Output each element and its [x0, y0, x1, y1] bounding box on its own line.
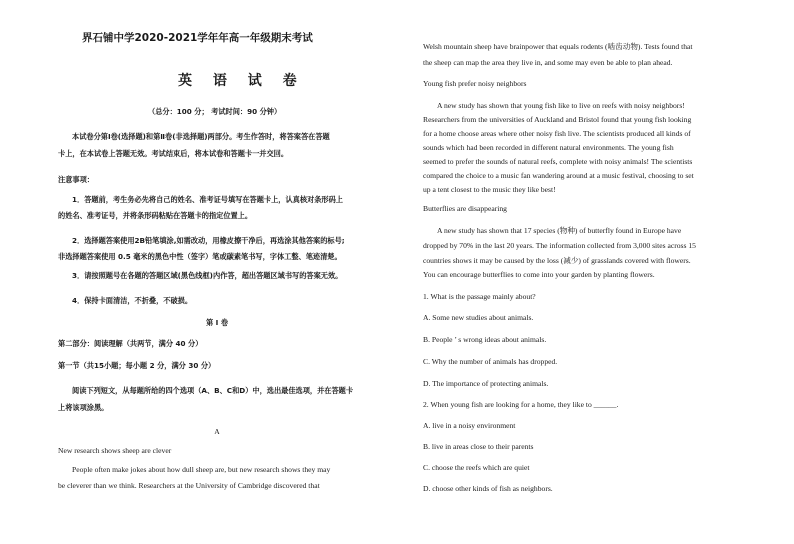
note-2-line-a: 2．选择题答案使用2B铅笔填涂,如需改动，用橡皮擦干净后，再选涂其他答案的标号; — [72, 236, 345, 245]
sheep-para-line-1: People often make jokes about how dull sheep are, but new research shows they may — [72, 465, 331, 474]
part-two-heading: 第二部分：阅读理解（共两节，满分 40 分） — [58, 339, 203, 348]
fish-para-line-3: for a home choose areas where other noisy fish live. The scientists produced all kinds of — [423, 129, 691, 138]
question-1: 1. What is the passage mainly about? — [423, 292, 536, 301]
section-roll-1: 第 I 卷 — [205, 318, 229, 327]
heading-sheep: New research shows sheep are clever — [58, 446, 172, 455]
right-column — [423, 0, 735, 544]
section-one-heading: 第一节（共15小题；每小题 2 分，满分 30 分） — [58, 361, 216, 370]
fish-para-line-5: seemed to prefer the sounds of natural reefs, complete with noisy animals! The scientists — [423, 157, 693, 166]
left-column — [58, 0, 376, 544]
fish-para-line-1: A new study has shown that young fish like to live on reefs with noisy neighbors! — [437, 101, 685, 110]
passage-letter: A — [214, 427, 220, 436]
question-2-option-b: B. live in areas close to their parents — [423, 442, 534, 451]
fish-para-line-2: Researchers from the universities of Auckland and Bristol found that young fish looking — [423, 115, 692, 124]
butterfly-para-line-2: dropped by 70% in the last 20 years. The information collected from 3,000 sites across 15 — [423, 241, 696, 250]
instructions-line-a: 阅读下列短文，从每题所给的四个选项（A、B、C和D）中，选出最佳选项，并在答题卡 — [72, 386, 354, 395]
sheep-para-line-3: Welsh mountain sheep have brainpower that equals rodents (啮齿动物). Tests found that — [423, 42, 693, 51]
question-2: 2. When young fish are looking for a home, they like to ______. — [423, 400, 619, 409]
heading-butterflies: Butterflies are disappearing — [423, 204, 507, 213]
note-4: 4．保持卡面清洁，不折叠，不破损。 — [72, 296, 193, 305]
question-2-option-a: A. live in a noisy environment — [423, 421, 516, 430]
note-1-line-a: 1．答题前，考生务必先将自己的姓名、准考证号填写在答题卡上，认真核对条形码上 — [72, 195, 343, 204]
butterfly-para-line-3: countries shows it may be caused by the loss (减少) of grasslands covered with flowers. — [423, 256, 691, 265]
sheep-para-line-2: be cleverer than we think. Researchers at the University of Cambridge discovered that — [58, 481, 320, 490]
question-1-option-c: C. Why the number of animals has dropped. — [423, 357, 558, 366]
question-1-option-d: D. The importance of protecting animals. — [423, 379, 549, 388]
exam-subtitle: 英 语 试 卷 — [178, 73, 305, 89]
question-1-option-b: B. People ’ s wrong ideas about animals. — [423, 335, 547, 344]
butterfly-para-line-1: A new study has shown that 17 species (物种) of butterfly found in Europe have — [437, 226, 682, 235]
notice-heading: 注意事项： — [58, 175, 94, 184]
butterfly-para-line-4: You can encourage butterflies to come into your garden by planting flowers. — [423, 270, 655, 279]
question-2-option-d: D. choose other kinds of fish as neighbors. — [423, 484, 553, 493]
fish-para-line-4: sounds which had been recorded in different natural environments. The young fish — [423, 143, 674, 152]
score-time: （总分：100 分； 考试时间：90 分钟） — [148, 107, 282, 116]
heading-fish: Young fish prefer noisy neighbors — [423, 79, 527, 88]
sheep-para-line-4: the sheep can map the area they live in, and some may even be able to plan ahead. — [423, 58, 673, 67]
exam-title: 界石铺中学2020-2021学年年高一年级期末考试 — [82, 32, 313, 44]
intro-line-1: 本试卷分第Ⅰ卷(选择题)和第Ⅱ卷(非选择题)两部分。考生作答时，将答案答在答题 — [72, 132, 330, 141]
question-2-option-c: C. choose the reefs which are quiet — [423, 463, 530, 472]
note-3: 3．请按照题号在各题的答题区域(黑色线框)内作答，超出答题区域书写的答案无效。 — [72, 271, 343, 280]
note-2-line-b: 非选择题答案使用 0.5 毫米的黑色中性（签字）笔或碳素笔书写，字体工整、笔迹清楚。 — [58, 252, 342, 261]
question-1-option-a: A. Some new studies about animals. — [423, 313, 534, 322]
note-1-line-b: 的姓名、准考证号，并将条形码粘贴在答题卡的指定位置上。 — [58, 211, 253, 220]
fish-para-line-6: compared the choice to a music fan wandering around at a music festival, choosing to set — [423, 171, 694, 180]
fish-para-line-7: up a tent closest to the music they like best! — [423, 185, 556, 194]
intro-line-2: 卡上，在本试卷上答题无效。考试结束后，将本试卷和答题卡一并交回。 — [58, 149, 289, 158]
instructions-line-b: 上将该项涂黑。 — [58, 403, 109, 412]
